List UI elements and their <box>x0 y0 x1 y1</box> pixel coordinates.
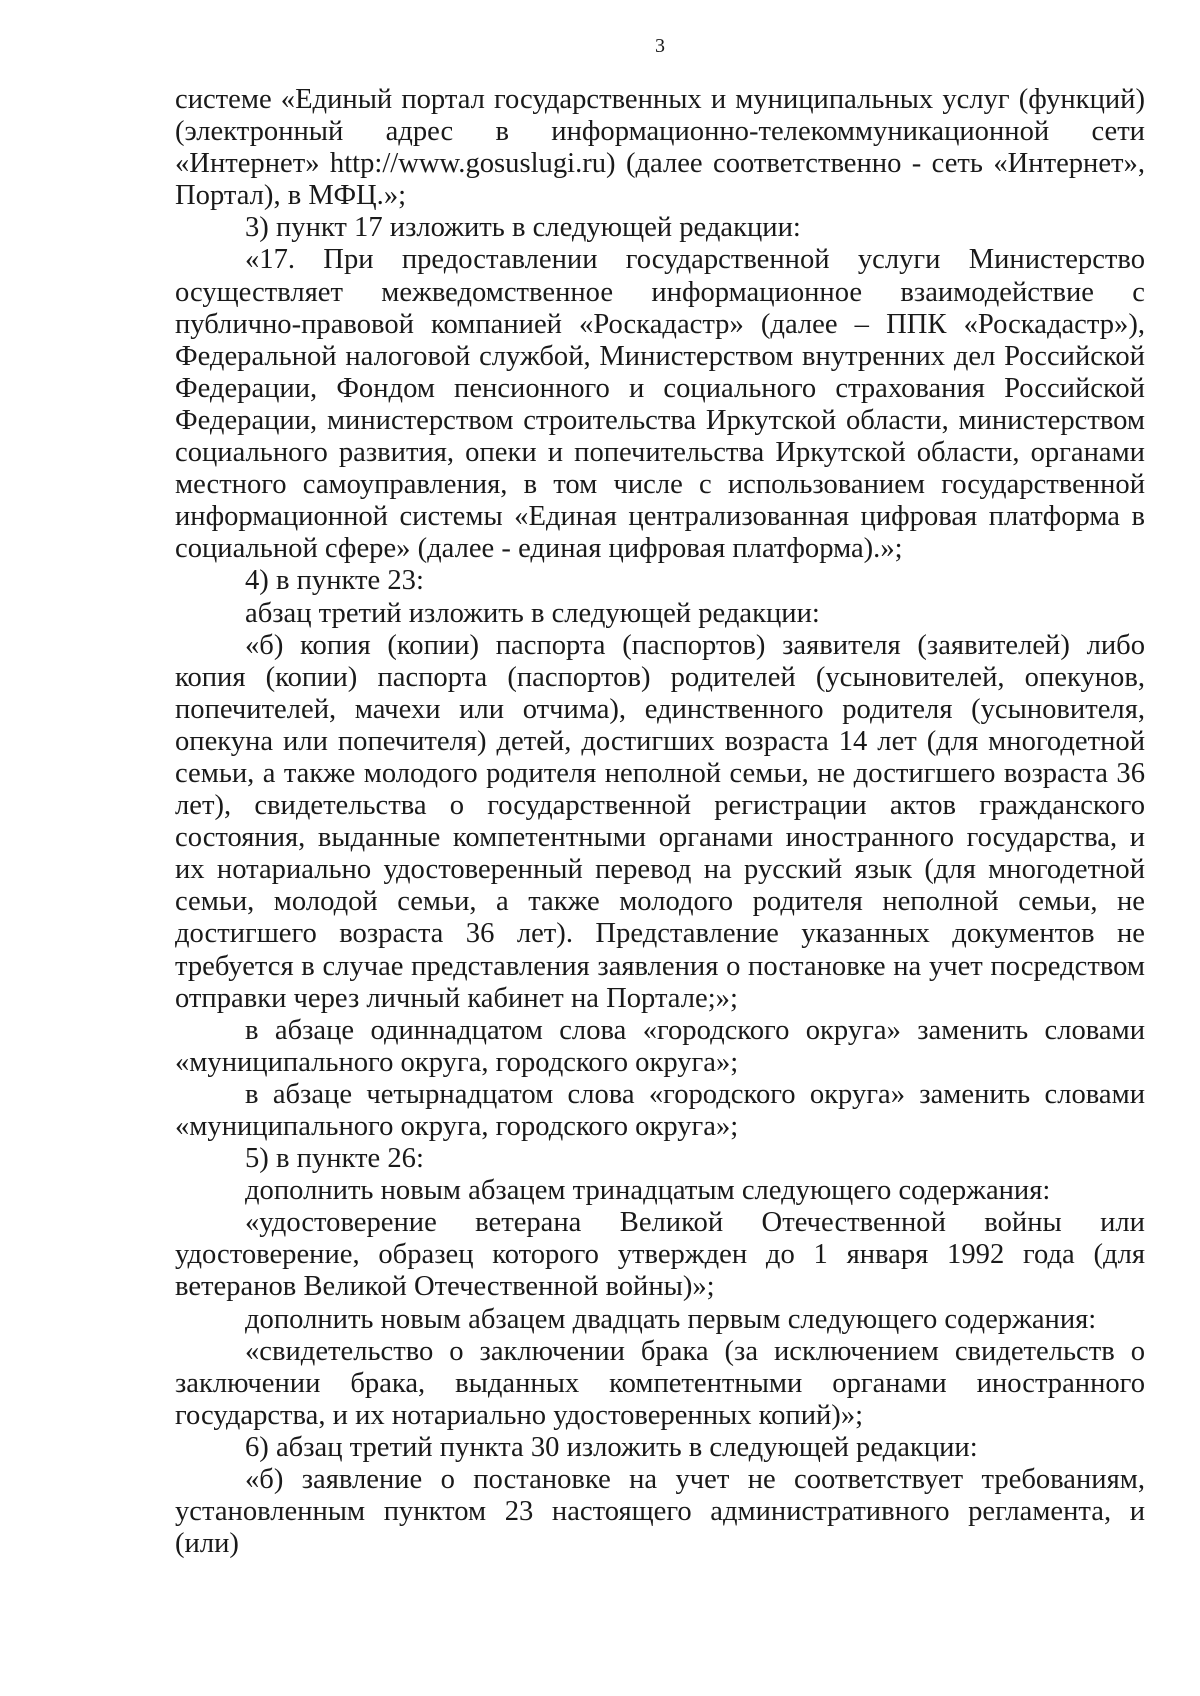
paragraph: в абзаце одиннадцатом слова «городского округа» заменить словами «муниципального округа, городского округа»; <box>175 1014 1145 1078</box>
paragraph: дополнить новым абзацем двадцать первым следующего содержания: <box>245 1303 1097 1335</box>
paragraph: «б) копия (копии) паспорта (паспортов) заявителя (заявителей) либо копия (копии) паспорта (паспортов) родителей (усыновителей, опекунов, попечителей, мачехи или отчима), единственного родителя (усыновителя, опекуна или попечителя) детей, достигших возраста 14 лет (для многодетной семьи, а также молодого родителя неполной семьи, не достигшего возраста 36 лет), свидетельства о государственной регистрации актов гражданского состояния, выданные компетентными органами иностранного государства, и их нотариально удостоверенный перевод на русский язык (для многодетной семьи, молодой семьи, а также молодого родителя неполной семьи, не достигшего возраста 36 лет). Представление указанных документов не требуется в случае представления заявления о постановке на учет посредством отправки через личный кабинет на Портале;»; <box>175 629 1145 1014</box>
paragraph: 4) в пункте 23: <box>245 565 424 597</box>
paragraph: «удостоверение ветерана Великой Отечественной войны или удостоверение, образец которого утвержден до 1 января 1992 года (для ветеранов Великой Отечественной войны)»; <box>175 1207 1145 1303</box>
paragraph: системе «Единый портал государственных и муниципальных услуг (функций) (электронный адрес в информационно-телекоммуникационной сети «Интернет» http://www.gosuslugi.ru) (далее соответственно - сеть «Интернет», Портал), в МФЦ.»; <box>175 84 1145 212</box>
paragraph: 6) абзац третий пункта 30 изложить в следующей редакции: <box>245 1431 978 1463</box>
paragraph: абзац третий изложить в следующей редакции: <box>245 597 820 629</box>
paragraph: в абзаце четырнадцатом слова «городского округа» заменить словами «муниципального округа, городского округа»; <box>175 1078 1145 1142</box>
paragraph: 3) пункт 17 изложить в следующей редакции: <box>245 212 801 244</box>
paragraph: дополнить новым абзацем тринадцатым следующего содержания: <box>245 1175 1051 1207</box>
paragraph: «17. При предоставлении государственной услуги Министерство осуществляет межведомственное информационное взаимодействие с публично-правовой компанией «Роскадастр» (далее – ППК «Роскадастр»), Федеральной налоговой службой, Министерством внутренних дел Российской Федерации, Фондом пенсионного и социального страхования Российской Федерации, министерством строительства Иркутской области, министерством социального развития, опеки и попечительства Иркутской области, органами местного самоуправления, в том числе с использованием государственной информационной системы «Единая централизованная цифровая платформа в социальной сфере» (далее - единая цифровая платформа).»; <box>175 244 1145 565</box>
document-body <box>175 84 1145 1560</box>
paragraph: «свидетельство о заключении брака (за исключением свидетельств о заключении брака, выданных компетентными органами иностранного государства, и их нотариально удостоверенных копий)»; <box>175 1335 1145 1431</box>
paragraph: «б) заявление о постановке на учет не соответствует требованиям, установленным пунктом 23 настоящего административного регламента, и (или) <box>175 1464 1145 1560</box>
page-number: 3 <box>655 35 665 57</box>
paragraph: 5) в пункте 26: <box>245 1143 424 1175</box>
